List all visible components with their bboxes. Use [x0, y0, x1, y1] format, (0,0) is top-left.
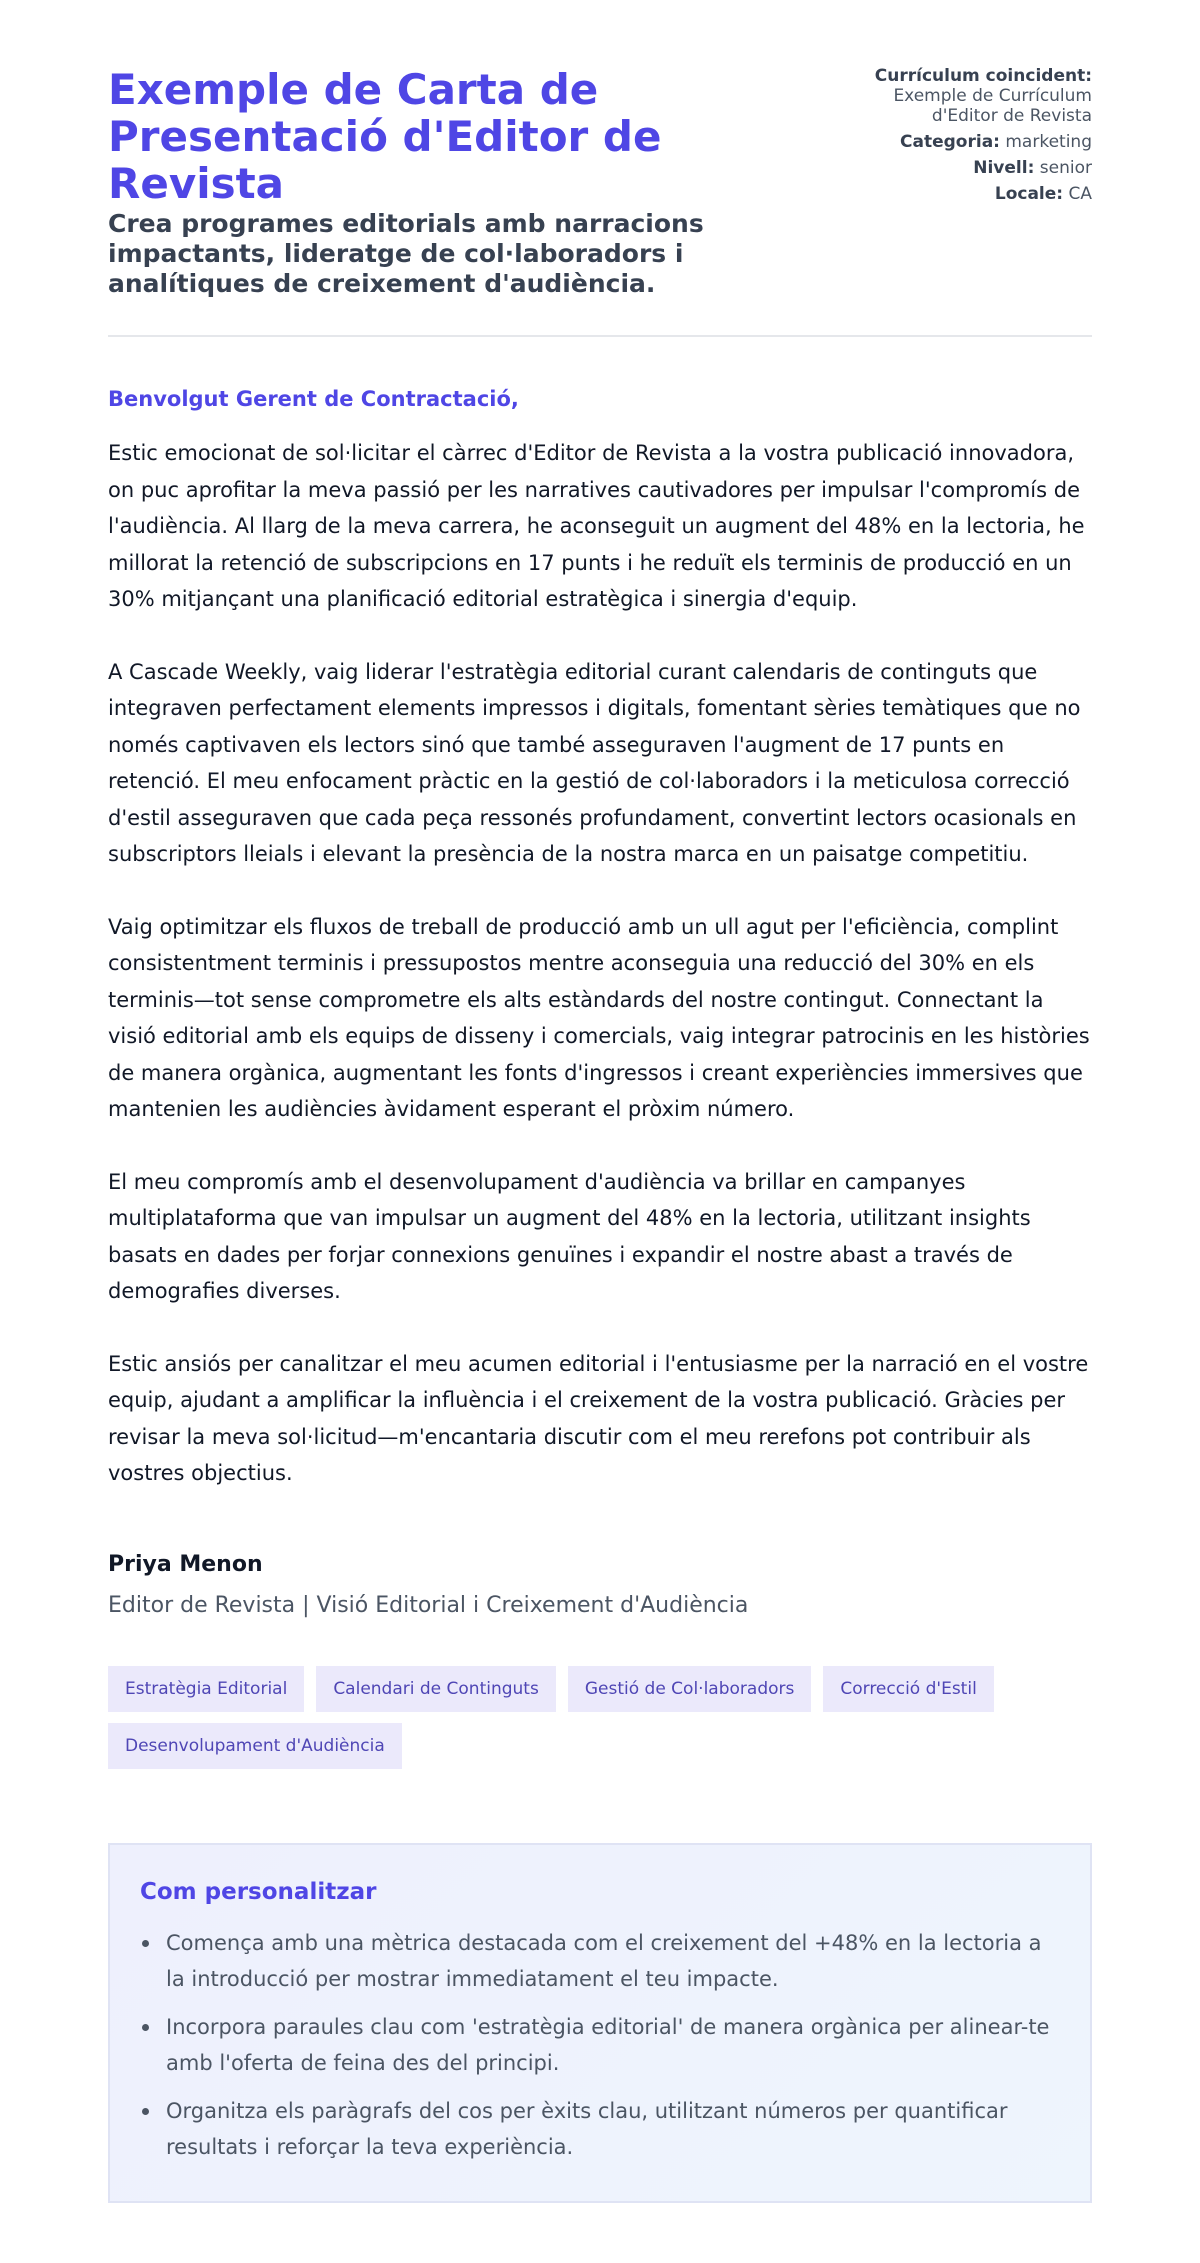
metadata-panel	[834, 66, 1092, 210]
bullet-icon	[142, 1940, 149, 1947]
page-subtitle: Crea programes editorials amb narracions impactants, lideratge de col·laboradors i analítiques de creixement d'audiència.	[108, 209, 704, 298]
signer-name: Priya Menon	[108, 1551, 263, 1577]
letter-paragraph: Estic ansiós per canalitzar el meu acumen editorial i l'entusiasme per la narració en el vostre equip, ajudant a amplificar la influència i el creixement de la vostra publicació. Gràcies per revisar la meva sol·licitud—m'encantaria discutir com el meu rerefons pot contribuir als vostres objectius.	[108, 1351, 1089, 1485]
skill-tag: Calendari de Continguts	[316, 1666, 556, 1712]
letter-body	[108, 387, 1092, 1618]
page-header	[108, 66, 1092, 337]
tip-text: Comença amb una mètrica destacada com el creixement del +48% en la lectoria a la introducció per mostrar immediatament el teu impacte.	[166, 1930, 1042, 1991]
tip-text: Incorpora paraules clau com 'estratègia editorial' de manera orgànica per alinear-te amb l'oferta de feina des del principi.	[166, 2014, 1050, 2075]
letter-greeting: Benvolgut Gerent de Contractació,	[108, 387, 519, 411]
letter-paragraph: Vaig optimitzar els fluxos de treball de producció amb un ull agut per l'eficiència, complint consistentment terminis i pressupostos mentre aconseguia una reducció del 30% en els terminis—tot sense comprometre els alts estàndards del nostre contingut. Connectant la visió editorial amb els equips de disseny i comercials, vaig integrar patrocinis en les històries de manera orgànica, augmentant les fonts d'ingressos i creant experiències immersives que mantenien les audiències àvidament esperant el pròxim número.	[108, 914, 1090, 1121]
meta-label: Currículum coincident:	[874, 66, 1092, 86]
letter-paragraphs	[108, 435, 1092, 1492]
meta-value: CA	[1068, 184, 1092, 204]
customization-tips-box	[108, 1843, 1092, 2203]
signer-title: Editor de Revista | Visió Editorial i Creixement d'Audiència	[108, 1592, 749, 1618]
letter-paragraph: Estic emocionat de sol·licitar el càrrec d'Editor de Revista a la vostra publicació innovadora, on puc aprofitar la meva passió per les narratives cautivadores per impulsar l'compromís de l'audiència. Al llarg de la meva carrera, he aconseguit un augment del 48% en la lectoria, he millorat la retenció de subscripcions en 17 punts i he reduït els terminis de producció en un 30% mitjançant una planificació editorial estratègica i sinergia d'equip.	[108, 441, 1085, 611]
signature-block	[108, 1552, 1092, 1618]
meta-label: Categoria:	[900, 132, 1000, 152]
meta-value: Exemple de Currículum d'Editor de Revista	[893, 86, 1092, 126]
letter-paragraph: A Cascade Weekly, vaig liderar l'estratègia editorial curant calendaris de continguts que integraven perfectament elements impressos i digitals, fomentant sèries temàtiques que no només captivaven els lectors sinó que també asseguraven l'augment de 17 punts en retenció. El meu enfocament pràctic en la gestió de col·laboradors i la meticulosa correcció d'estil asseguraven que cada peça ressonés profundament, convertint lectors ocasionals en subscriptors lleials i elevant la presència de la nostra marca en un paisatge competitiu.	[108, 659, 1081, 866]
meta-value: senior	[1039, 158, 1092, 178]
letter-paragraph: El meu compromís amb el desenvolupament d'audiència va brillar en campanyes multiplataforma que van impulsar un augment del 48% en la lectoria, utilitzant insights basats en dades per forjar connexions genuïnes i expandir el nostre abast a través de demografies diverses.	[108, 1169, 1031, 1303]
meta-value: marketing	[1005, 132, 1092, 152]
meta-level	[834, 158, 1092, 178]
meta-matching-resume	[834, 66, 1092, 126]
tip-item	[140, 1925, 1060, 1997]
tip-text: Organitza els paràgrafs del cos per èxits clau, utilitzant números per quantificar resultats i reforçar la teva experiència.	[166, 2098, 1008, 2159]
meta-category	[834, 132, 1092, 152]
skill-tag: Gestió de Col·laboradors	[568, 1666, 812, 1712]
tip-item	[140, 2093, 1060, 2165]
meta-label: Nivell:	[973, 158, 1035, 178]
meta-label: Locale:	[994, 184, 1064, 204]
bullet-icon	[142, 2024, 149, 2031]
tip-item	[140, 2009, 1060, 2081]
skill-tags	[108, 1666, 1008, 1769]
header-titles	[108, 66, 834, 299]
skill-tag: Desenvolupament d'Audiència	[108, 1723, 402, 1769]
skill-tag: Correcció d'Estil	[823, 1666, 993, 1712]
tips-title: Com personalitzar	[140, 1878, 377, 1905]
page-title: Exemple de Carta de Presentació d'Editor de Revista	[108, 65, 662, 208]
tips-list	[140, 1925, 1060, 2165]
skill-tag: Estratègia Editorial	[108, 1666, 304, 1712]
meta-locale	[834, 184, 1092, 204]
bullet-icon	[142, 2108, 149, 2115]
